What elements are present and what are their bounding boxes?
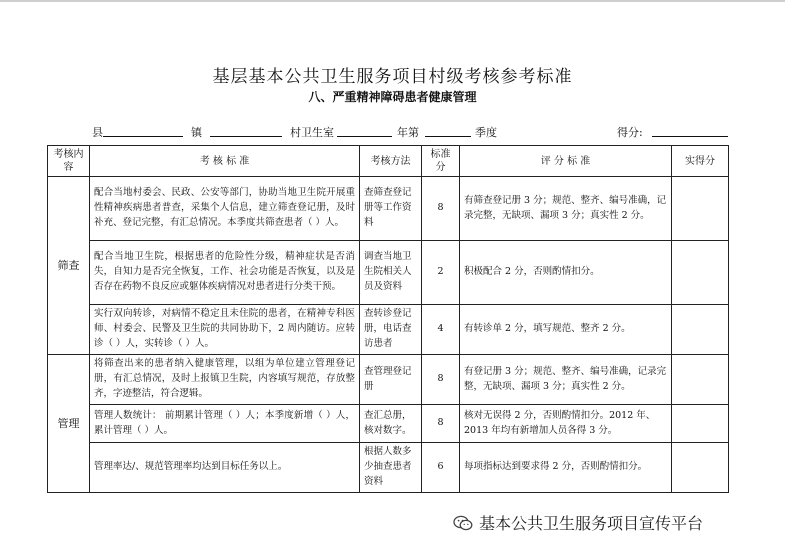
criteria-cell: 有登记册 3 分；规范、整齐、编号准确，记录完整，无缺项、漏项 3 分；真实性 2 分。 (460, 355, 672, 405)
category-screening: 筛查 (48, 177, 90, 355)
village-clinic-field[interactable] (337, 124, 392, 137)
standard-cell: 管理人数统计： 前期累计管理（ ）人；本季度新增（ ）人，累计管理（ ）人。 (90, 405, 360, 443)
method-cell: 查转诊登记册，电话查访患者 (360, 305, 422, 355)
header-standard: 考 核 标 准 (90, 146, 360, 177)
town-label: 镇 (191, 126, 202, 139)
points-cell: 6 (422, 443, 460, 493)
header-content: 考核内容 (48, 146, 90, 177)
standard-cell: 实行双向转诊，对病情不稳定且未住院的患者，在精神专科医师、村委会、民警及卫生院的共同协助下，2 周内随访。应转诊（ ）人，实转诊（ ）人。 (90, 305, 360, 355)
standard-cell: 管理率达/、规范管理率均达到目标任务以上。 (90, 443, 360, 493)
criteria-cell: 积极配合 2 分，否则酌情扣分。 (460, 241, 672, 305)
criteria-cell: 有筛查登记册 3 分；规范、整齐、编号准确，记录完整，无缺项、漏项 3 分；真实性 2 分。 (460, 177, 672, 241)
standard-cell: 配合当地卫生院，根据患者的危险性分级，精神症状是否消失，自知力是否完全恢复，工作、社会功能是否恢复，以及是否存在药物不良反应或躯体疾病情况对患者进行分类干预。 (90, 241, 360, 305)
quarter-field[interactable] (425, 124, 471, 137)
source-watermark (453, 511, 703, 535)
county-label: 县 (92, 126, 103, 139)
table-row (48, 405, 729, 443)
criteria-cell: 每项指标达到要求得 2 分，否则酌情扣分。 (460, 443, 672, 493)
document-subtitle: 八、严重精神障碍患者健康管理 (308, 90, 477, 104)
county-field[interactable] (103, 124, 183, 137)
standard-cell: 配合当地村委会、民政、公安等部门，协助当地卫生院开展重性精神疾病患者普查，采集个人信息，建立筛查登记册，及时补充、登记完整，有汇总情况。本季度共筛查患者（ ）人。 (90, 177, 360, 241)
table-row (48, 355, 729, 405)
header-method: 考核方法 (360, 146, 422, 177)
method-cell: 查筛查登记册等工作资料 (360, 177, 422, 241)
table-row (48, 443, 729, 493)
method-cell: 查管理登记册 (360, 355, 422, 405)
actual-score-cell[interactable] (672, 305, 729, 355)
header-criteria: 评 分 标 准 (460, 146, 672, 177)
points-cell: 8 (422, 355, 460, 405)
criteria-cell: 有转诊单 2 分，填写规范、整齐 2 分。 (460, 305, 672, 355)
points-cell: 8 (422, 405, 460, 443)
actual-score-cell[interactable] (672, 355, 729, 405)
score-label: 得分: (617, 126, 643, 139)
wechat-icon (453, 515, 473, 535)
score-field[interactable] (652, 124, 728, 137)
actual-score-cell[interactable] (672, 443, 729, 493)
header-points: 标准分 (422, 146, 460, 177)
year-label: 年第 (397, 126, 419, 139)
top-divider (0, 0, 785, 2)
table-header-row (48, 146, 729, 177)
actual-score-cell[interactable] (672, 405, 729, 443)
town-field[interactable] (210, 124, 282, 137)
watermark-text: 基本公共卫生服务项目宣传平台 (479, 514, 704, 533)
criteria-cell: 核对无误得 2 分，否则酌情扣分。2012 年、2013 年均有新增加人员各得 3 分。 (460, 405, 672, 443)
table-row (48, 177, 729, 241)
table-row (48, 305, 729, 355)
header-actual: 实得分 (672, 146, 729, 177)
actual-score-cell[interactable] (672, 241, 729, 305)
method-cell: 调查当地卫生院相关人员及资料 (360, 241, 422, 305)
actual-score-cell[interactable] (672, 177, 729, 241)
standard-cell: 将筛查出来的患者纳入健康管理，以组为单位建立管理登记册，有汇总情况，及时上报镇卫生院，内容填写规范，存放整齐，字迹整洁，符合逻辑。 (90, 355, 360, 405)
method-cell: 查汇总册，核对数字。 (360, 405, 422, 443)
village-clinic-label: 村卫生室 (290, 126, 334, 139)
assessment-table (47, 145, 729, 493)
quarter-label: 季度 (475, 126, 497, 139)
method-cell: 根据人数多少抽查患者资料 (360, 443, 422, 493)
points-cell: 8 (422, 177, 460, 241)
document-title: 基层基本公共卫生服务项目村级考核参考标准 (212, 67, 573, 87)
points-cell: 2 (422, 241, 460, 305)
points-cell: 4 (422, 305, 460, 355)
table-row (48, 241, 729, 305)
category-management: 管理 (48, 355, 90, 493)
